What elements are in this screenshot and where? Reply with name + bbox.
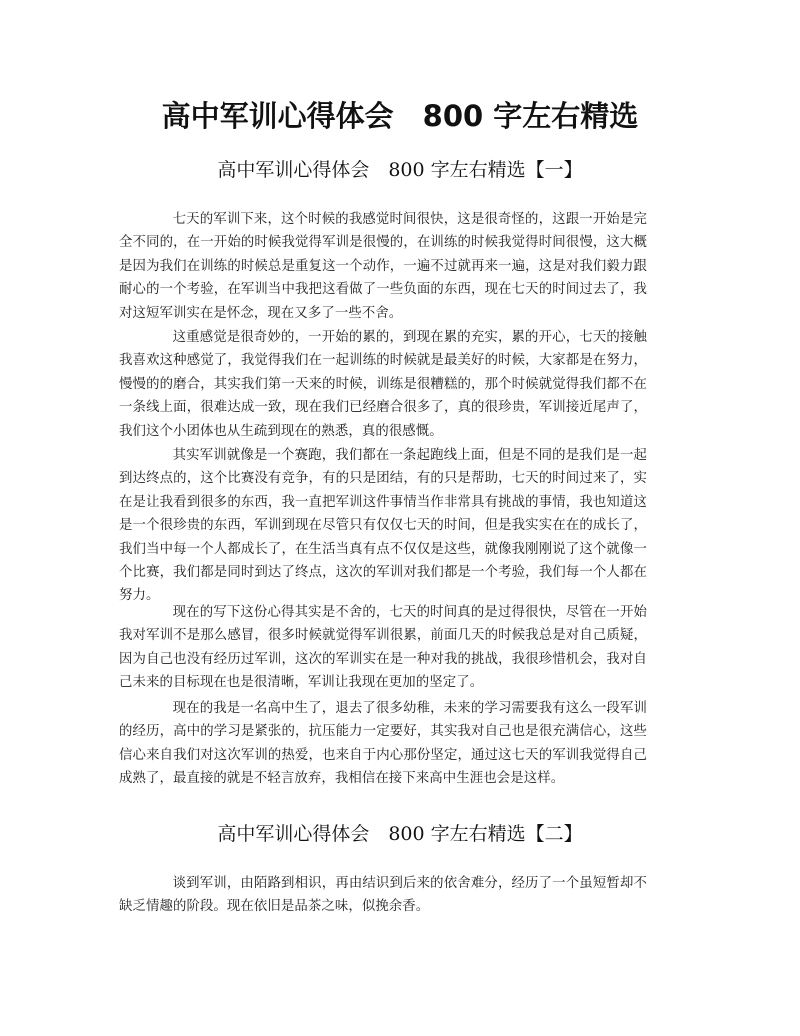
- section-1-paragraph-3: 其实军训就像是一个赛跑，我们都在一条起跑线上面，但是不同的是我们是一起到达终点的，这个比赛没有竞争，有的只是团结，有的只是帮助，七天的时间过来了，实在是让我看到很多的东西，我一直把军训这件事情当作非常具有挑战的事情，我也知道这是一个很珍贵的东西，军训到现在尽管只有仅仅七天的时间，但是我实实在在的成长了，我们当中每一个人都成长了，在生活当真有点不仅仅是这些，就像我刚刚说了这个就像一个比赛，我们都是同时到达了终点，这次的军训对我们都是一个考验，我们每一个人都在努力。: [119, 448, 647, 604]
- section-2-paragraph-1: 谈到军训，由陌路到相识，再由结识到后来的依舍难分，经历了一个虽短暂却不缺乏情趣的阶段。现在依旧是品茶之味，似挽余香。: [119, 876, 647, 915]
- section-1-paragraph-5: 现在的我是一名高中生了，退去了很多幼稚，未来的学习需要我有这么一段军训的经历，高中的学习是紧张的，抗压能力一定要好，其实我对自己也是很充满信心，这些信心来自我们对这次军训的热爱，也来自于内心那份坚定，通过这七天的军训我觉得自己成熟了，最直接的就是不轻言放弃，我相信在接下来高中生涯也会是这样。: [119, 701, 647, 787]
- section-1-paragraph-2: 这重感觉是很奇妙的，一开始的累的，到现在累的充实，累的开心，七天的接触我喜欢这种感觉了，我觉得我们在一起训练的时候就是最美好的时候，大家都是在努力，慢慢的的磨合，其实我们第一天来的时候，训练是很糟糕的，那个时候就觉得我们都不在一条线上面，很难达成一致，现在我们已经磨合很多了，真的很珍贵，军训接近尾声了，我们这个小团体也从生疏到现在的熟悉，真的很感慨。: [119, 330, 647, 439]
- section-1-paragraph-4: 现在的写下这份心得其实是不舍的，七天的时间真的是过得很快，尽管在一开始我对军训不是那么感冒，很多时候就觉得军训很累，前面几天的时候我总是对自己质疑，因为自己也没有经历过军训，这次的军训实在是一种对我的挑战，我很珍惜机会，我对自己未来的目标现在也是很清晰，军训让我现在更加的坚定了。: [119, 605, 647, 691]
- section-2-heading: 高中军训心得体会 800 字左右精选【二】: [217, 823, 583, 845]
- section-1-heading: 高中军训心得体会 800 字左右精选【一】: [217, 159, 583, 181]
- document-title: 高中军训心得体会 800 字左右精选: [161, 99, 639, 133]
- section-1-paragraph-1: 七天的军训下来，这个时候的我感觉时间很快，这是很奇怪的，这跟一开始是完全不同的，在一开始的时候我觉得军训是很慢的，在训练的时候我觉得时间很慢，这大概是因为我们在训练的时候总是重复这一个动作，一遍不过就再来一遍，这是对我们毅力跟耐心的一个考验，在军训当中我把这看做了一些负面的东西，现在七天的时间过去了，我对这短军训实在是怀念，现在又多了一些不舍。: [119, 212, 647, 321]
